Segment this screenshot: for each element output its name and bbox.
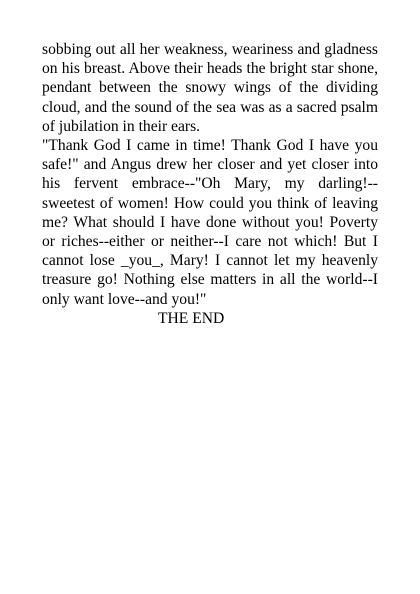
text-body — [42, 40, 378, 328]
paragraph-2: "Thank God I came in time! Thank God I have you safe!" and Angus drew her closer and yet closer into his fervent embrace--"Oh Mary, my darling!--sweetest of women! How could you think of leaving me? What should I have done without you! Poverty or riches--either or neither--I care not which! But I cannot lose _you_, Mary! I cannot let my heavenly treasure go! Nothing else matters in all the world--I only want love--and you!" — [42, 137, 378, 308]
the-end-heading: THE END — [158, 309, 225, 327]
paragraph-1: sobbing out all her weakness, weariness and gladness on his breast. Above their heads the bright star shone, pendant between the snowy wings of the dividing cloud, and the sound of the sea was as a sacred psalm of jubilation in their ears. — [42, 41, 378, 135]
